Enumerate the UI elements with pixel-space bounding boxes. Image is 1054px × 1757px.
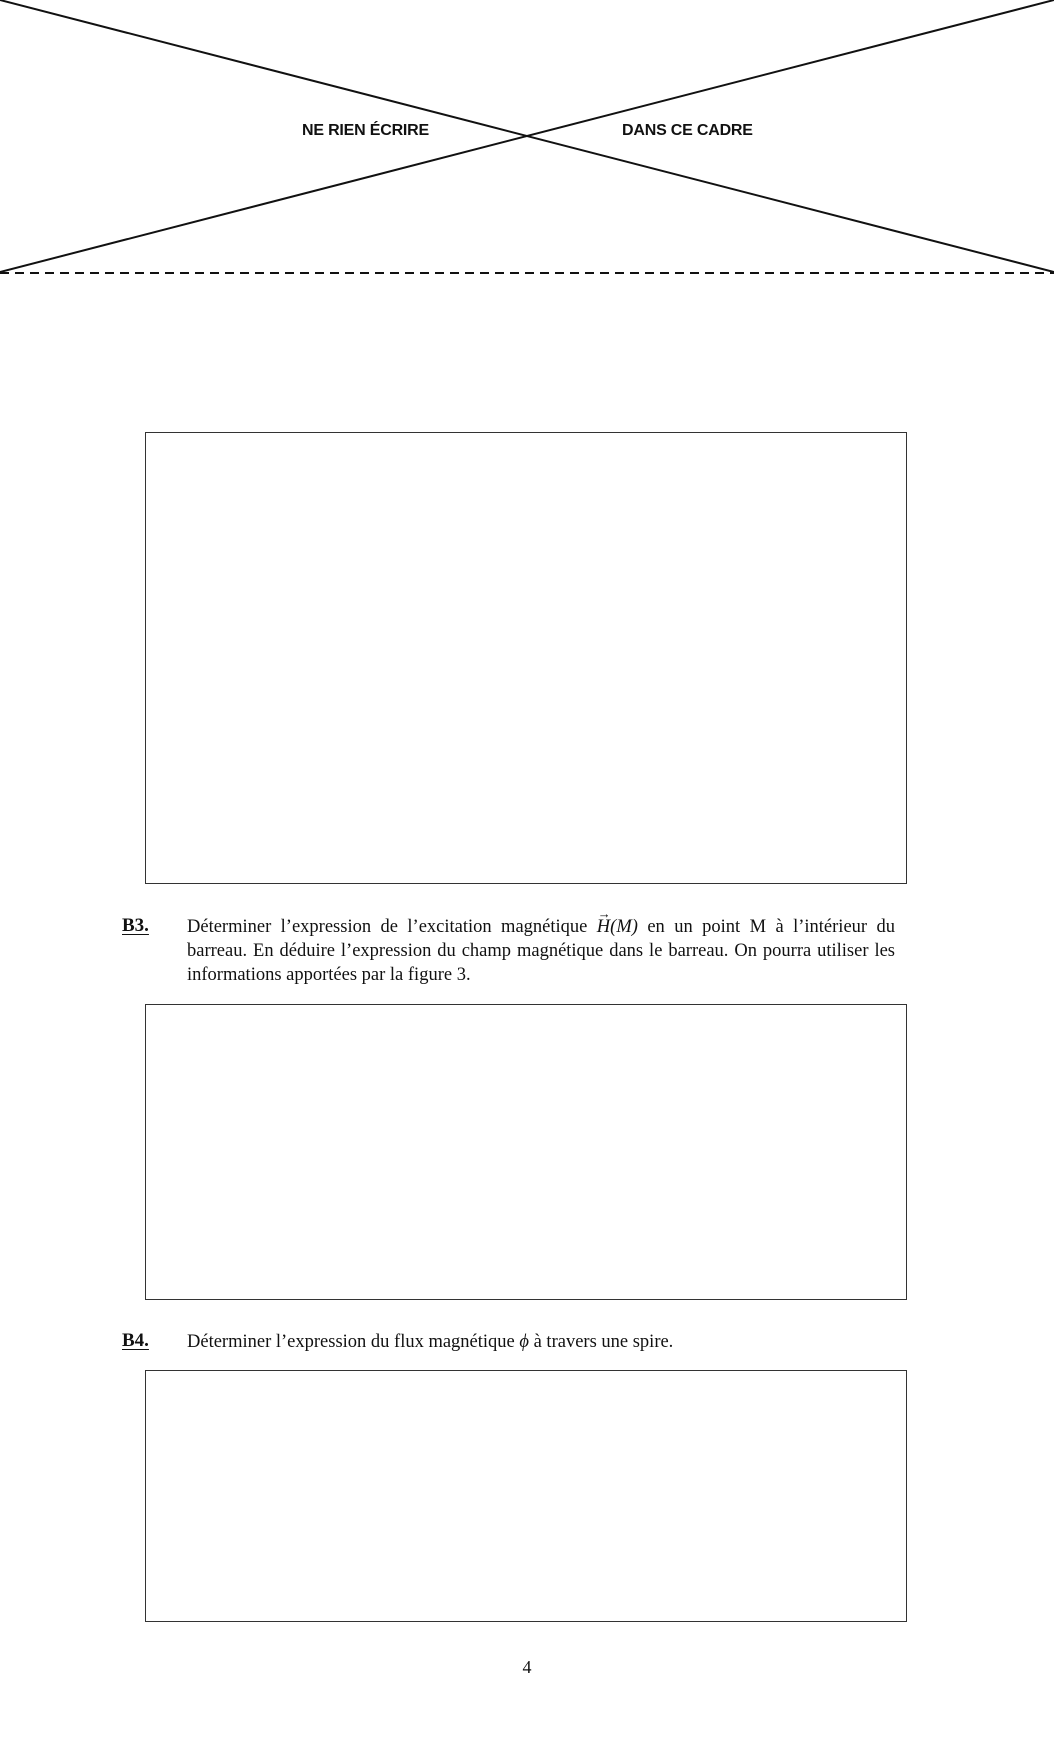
question-text-b3-part1: Déterminer l’expression de l’excitation magnétique [187,917,597,937]
question-text-b4-part1: Déterminer l’expression du flux magnétique [187,1332,520,1352]
vector-h-argument: (M) [610,917,638,937]
phi-symbol: ϕ [519,1332,529,1352]
answer-box-previous[interactable] [145,432,907,884]
answer-box-b4[interactable] [145,1370,907,1622]
do-not-write-zone [0,0,1054,280]
header-warning-right: DANS CE CADRE [622,122,753,139]
question-text-b4 [187,1330,895,1354]
question-text-b3 [187,915,895,987]
question-text-b3-part2: en un point M à l’intérieur du barreau. En déduire l’expression du champ magnétique dans le barreau. On pourra utiliser les informations apportées par la figure 3. [187,917,895,985]
header-warning-left: NE RIEN ÉCRIRE [302,122,429,139]
question-label-b4: B4. [122,1330,149,1351]
question-text-b4-part2: à travers une spire. [528,1332,674,1352]
page-number: 4 [522,1657,532,1677]
answer-box-b3[interactable] [145,1004,907,1300]
vector-h-symbol: → H [597,915,610,939]
question-label-b3: B3. [122,915,149,936]
